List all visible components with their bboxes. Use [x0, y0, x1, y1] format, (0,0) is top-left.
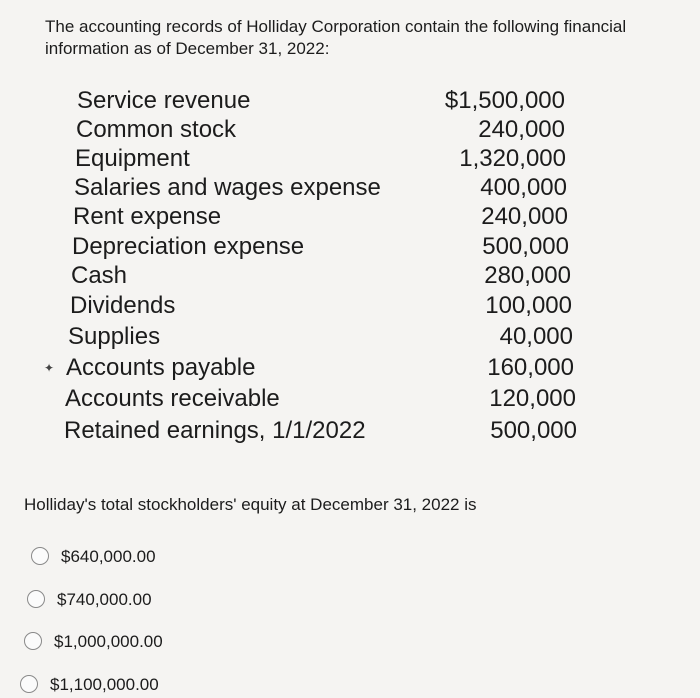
account-row — [75, 144, 566, 174]
account-value: 500,000 — [482, 233, 569, 260]
account-row — [65, 384, 576, 414]
account-value: 40,000 — [499, 323, 573, 350]
option-label[interactable]: $1,100,000.00 — [50, 675, 159, 694]
account-row — [66, 353, 574, 383]
account-label: Accounts payable — [66, 354, 256, 381]
account-label: Cash — [71, 262, 128, 289]
account-row — [76, 115, 565, 145]
radio-button[interactable] — [24, 632, 42, 650]
radio-button[interactable] — [31, 547, 49, 565]
account-value: 120,000 — [489, 385, 576, 412]
option-label[interactable]: $640,000.00 — [61, 547, 156, 566]
question-text: Holliday's total stockholders' equity at December 31, 2022 is — [24, 495, 477, 514]
account-value: 400,000 — [480, 174, 567, 201]
account-row — [72, 232, 569, 262]
account-label: Equipment — [75, 145, 190, 172]
account-row — [73, 202, 568, 232]
account-value: 160,000 — [487, 354, 574, 381]
account-row — [71, 261, 571, 291]
account-row — [68, 322, 573, 352]
account-row — [74, 173, 567, 203]
account-value: 100,000 — [485, 292, 572, 319]
account-value: 500,000 — [490, 417, 577, 444]
radio-button[interactable] — [20, 675, 38, 693]
account-label: Depreciation expense — [72, 233, 305, 260]
option-label[interactable]: $1,000,000.00 — [54, 632, 163, 651]
account-value: 240,000 — [478, 116, 565, 143]
account-label: Common stock — [76, 116, 237, 143]
problem-intro — [45, 16, 685, 60]
account-value: 280,000 — [484, 262, 571, 289]
account-row — [64, 416, 577, 446]
account-label: Rent expense — [73, 203, 222, 230]
intro-line-1: The accounting records of Holliday Corporation contain the following financial — [45, 17, 627, 36]
account-label: Supplies — [68, 323, 161, 350]
account-label: Salaries and wages expense — [74, 174, 381, 201]
account-label: Retained earnings, 1/1/2022 — [64, 417, 366, 444]
account-label: Service revenue — [77, 87, 251, 114]
account-label: Dividends — [70, 292, 176, 319]
account-value: $1,500,000 — [444, 87, 565, 114]
account-value: 240,000 — [481, 203, 568, 230]
radio-button[interactable] — [27, 590, 45, 608]
intro-line-2: information as of December 31, 2022: — [45, 39, 330, 58]
account-label: Accounts receivable — [65, 385, 280, 412]
account-row — [70, 291, 572, 321]
pointer-cursor-icon: ✦ — [44, 361, 55, 375]
option-label[interactable]: $740,000.00 — [57, 590, 152, 609]
account-value: 1,320,000 — [459, 145, 566, 172]
account-row — [77, 86, 565, 116]
